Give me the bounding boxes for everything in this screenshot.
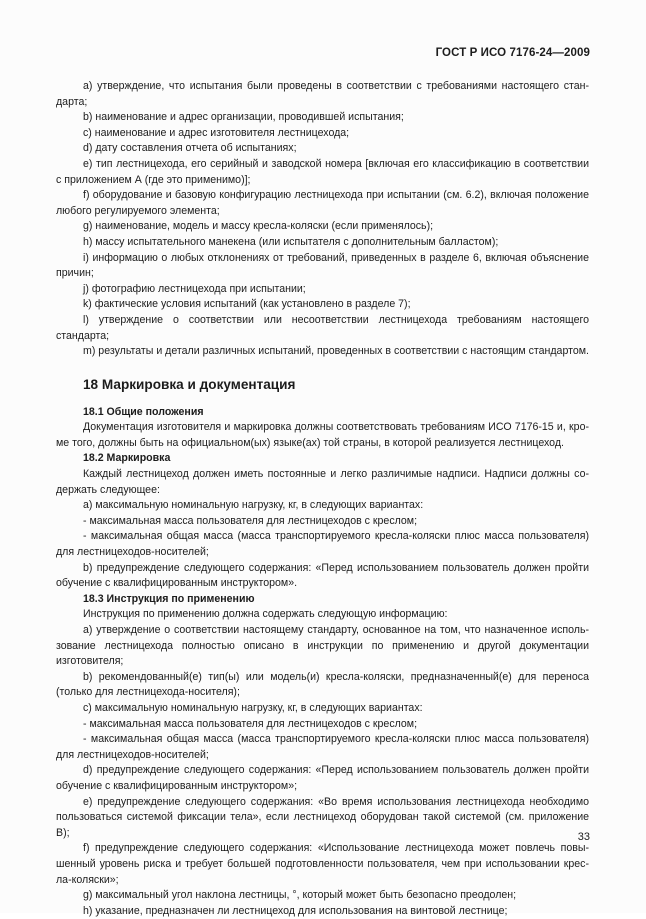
report-item-l: l) утверждение о соответствии или несоответствии лестницехода требованиям настоящего стандарта; — [56, 313, 589, 342]
standard-header: ГОСТ Р ИСО 7176-24—2009 — [435, 47, 590, 59]
instructions-item-d: d) предупреждение следующего содержания: «Перед использованием пользователь должен пройти обучение с квалифицированным инструктором»; — [56, 764, 589, 792]
subsection-18-2-title: 18.2 Маркировка — [83, 452, 171, 465]
instructions-item-f: f) предупреждение следующего содержания: «Использование лестницехода может повлечь повышенный уровень риска и требует большей подготовленности пользователя, чем при использовании кресла-коляски»; — [56, 842, 589, 886]
report-item-d: d) дату составления отчета об испытаниях; — [83, 142, 297, 155]
instructions-item-g: g) максимальный угол наклона лестницы, °, который может быть безопасно преодолен; — [83, 889, 517, 902]
marking-item-dash-2: - максимальная общая масса (масса транспортируемого кресла-коляски плюс масса пользователя) для лестницеходов-носителей; — [56, 530, 589, 559]
page-number: 33 — [577, 831, 590, 843]
marking-item-b: b) предупреждение следующего содержания: «Перед использованием пользователь должен пройти обучение с квалифицированным инструктором». — [56, 561, 589, 590]
report-item-b: b) наименование и адрес организации, проводившей испытания; — [83, 111, 404, 124]
instructions-item-c: c) максимальную номинальную нагрузку, кг, в следующих вариантах: — [83, 701, 423, 714]
report-item-g: g) наименование, модель и массу кресла-коляски (если применялось); — [83, 220, 434, 233]
marking-intro: Каждый лестницеход должен иметь постоянные и легко различимые надписи. Надписи должны содержать следующее: — [56, 468, 589, 496]
section-18-title: 18 Маркировка и документация — [83, 376, 296, 392]
page-content — [56, 79, 589, 919]
subsection-18-1-text: Документация изготовителя и маркировка должны соответствовать требованиям ИСО 7176-15 и, кроме того, должны быть на официальном(ых) языке(ах) той страны, в которой реализуется лестницеход. — [56, 421, 589, 449]
report-item-c: c) наименование и адрес изготовителя лестницехода; — [83, 126, 350, 139]
report-item-h: h) массу испытательного манекена (или испытателя с дополнительным балластом); — [83, 235, 499, 248]
subsection-18-3-title: 18.3 Инструкция по применению — [83, 592, 255, 605]
marking-item-dash-1: - максимальная масса пользователя для лестницеходов с креслом; — [83, 514, 418, 527]
instructions-item-e: e) предупреждение следующего содержания: «Во время использования лестницехода необходимо пользоваться системой фиксации тела», если лестницеход оборудован такой системой (см. приложение В); — [56, 795, 589, 839]
report-item-m: m) результаты и детали различных испытаний, проведенных в соответствии с настоящим стандартом. — [83, 345, 589, 358]
report-item-f: f) оборудование и базовую конфигурацию лестницехода при испытании (см. 6.2), включая положение любого регулируемого элемента; — [56, 189, 589, 217]
instructions-item-dash-2: - максимальная общая масса (масса транспортируемого кресла-коляски плюс масса пользователя) для лестницеходов-носителей; — [56, 733, 589, 761]
report-item-j: j) фотографию лестницехода при испытании; — [83, 282, 306, 295]
instructions-item-dash-1: - максимальная масса пользователя для лестницеходов с креслом; — [83, 717, 418, 730]
subsection-18-1-title: 18.1 Общие положения — [83, 405, 204, 418]
report-item-k: k) фактические условия испытаний (как установлено в разделе 7); — [83, 298, 411, 311]
instructions-item-a: а) утверждение о соответствии настоящему стандарту, основанное на том, что назначенное использование лестницехода полностью описано в инструкции по применению и другой документации изготовителя; — [56, 624, 589, 668]
instructions-item-h: h) указание, предназначен ли лестницеход для использования на винтовой лестнице; — [83, 904, 508, 917]
report-requirements-list — [56, 79, 589, 360]
instructions-item-b: b) рекомендованный(е) тип(ы) или модель(и) кресла-коляски, предназначенный(е) для переноса (только для лестницехода-носителя); — [56, 670, 589, 699]
marking-item-a: а) максимальную номинальную нагрузку, кг, в следующих вариантах: — [83, 499, 424, 512]
report-item-a: a) утверждение, что испытания были проведены в соответствии с требованиями настоящего стандарта; — [56, 80, 589, 108]
report-item-i: i) информацию о любых отклонениях от требований, приведенных в разделе 6, включая объяснение причин; — [56, 251, 589, 280]
instructions-intro: Инструкция по применению должна содержать следующую информацию: — [83, 608, 448, 621]
report-item-e: e) тип лестницехода, его серийный и заводской номера [включая его классификацию в соответствии с приложением А (где это применимо)]; — [56, 157, 589, 186]
